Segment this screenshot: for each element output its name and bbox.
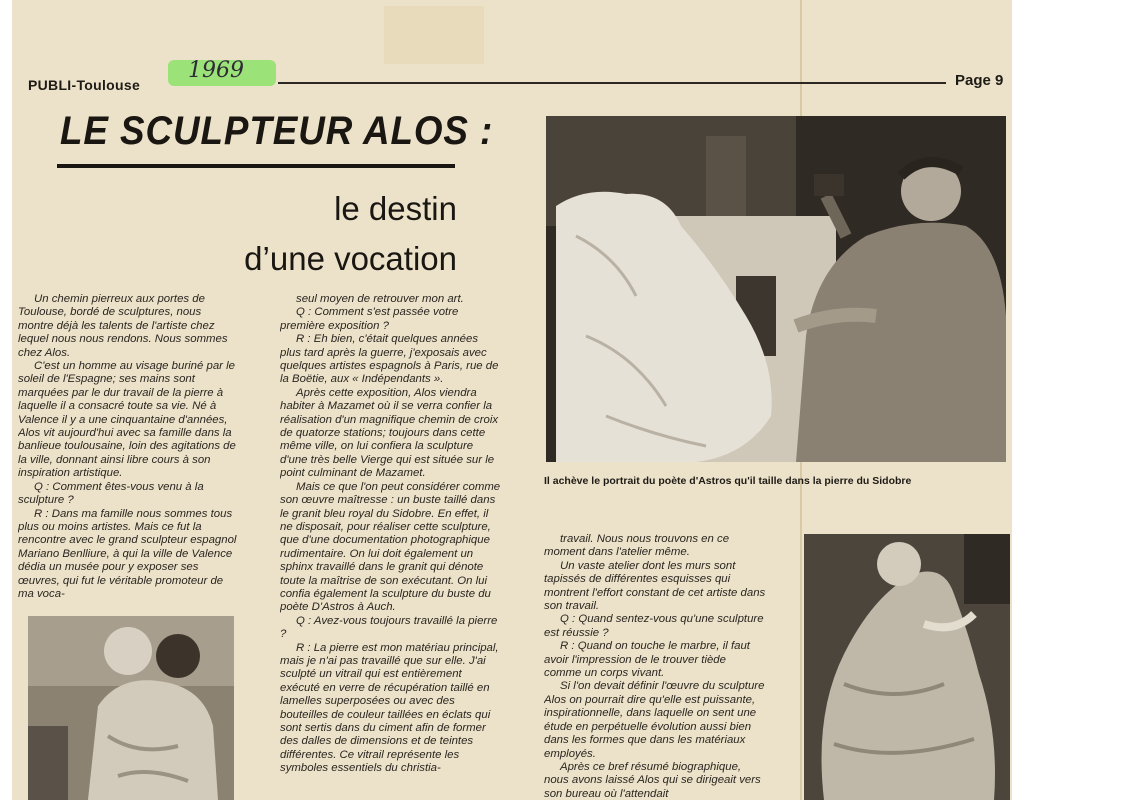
title-underline — [57, 164, 455, 168]
article-column-2 — [280, 293, 502, 800]
paragraph: travail. Nous nous trouvons en ce moment dans l'atelier même. — [544, 533, 730, 559]
paragraph: Q : Avez-vous toujours travaillé la pierre ? — [280, 614, 498, 641]
sculptor-photo — [546, 116, 1006, 462]
paragraph: Un vaste atelier dont les murs sont tapissés de différentes esquisses qui montrent l'effort constant de cet artiste dans son travail. — [544, 559, 766, 613]
paragraph: Après cette exposition, Alos viendra habiter à Mazamet où il se verra confier la réalisation d'un magnifique chemin de croix de quatorze stations; toujours dans cette même ville, on lui confiera la sculpture d'une très belle Vierge qui est située sur le point culminant de Mazamet. — [280, 386, 499, 480]
photo-caption: Il achève le portrait du poète d'Astros qu'il taille dans la pierre du Sidobre — [544, 475, 912, 487]
page-number: Page 9 — [955, 72, 1004, 89]
subtitle-line-1: le destin — [334, 190, 457, 227]
header-rule — [278, 82, 946, 84]
article-column-1 — [18, 293, 238, 598]
paragraph: R : Dans ma famille nous sommes tous plus ou moins artistes. Mais ce fut la rencontre avec le grand sculpteur espagnol Mariano Benlliure, à qui la ville de Valence dédia un musée pour y exposer ses œuvres, qui fut le véritable promoteur de ma voca- — [18, 507, 237, 598]
paragraph: R : Quand on touche le marbre, il faut avoir l'impression de le trouver tiède comme un corps vivant. — [544, 640, 750, 680]
paragraph: Un chemin pierreux aux portes de Toulouse, bordé de sculptures, nous montre déjà les talents de l'artiste chez lequel nous nous rendons. Nous sommes chez Alos. — [18, 293, 228, 359]
paragraph: Q : Comment s'est passée votre première exposition ? — [280, 306, 459, 332]
paragraph: Q : Comment êtes-vous venu à la sculpture ? — [18, 480, 204, 507]
sculpture-photo-left-image — [28, 616, 234, 800]
sculpture-photo-right-image — [804, 534, 1010, 800]
paragraph: R : Eh bien, c'était quelques années plus tard après la guerre, j'exposais avec quelques artistes espagnols à Paris, rue de la Boëtie, aux « Indépendants ». — [280, 333, 499, 386]
paragraph: Mais ce que l'on peut considérer comme son œuvre maîtresse : un buste taillé dans le granit bleu royal du Sidobre. En effet, il ne disposait, pour réaliser cette sculpture, que d'une documentation photographique rudimentaire. On lui doit également un sphinx travaillé dans le granit qui dénote toute la maîtrise de son exécutant. On lui confia également la sculpture du buste du poète D'Astros à Auch. — [280, 480, 501, 614]
paragraph: seul moyen de retrouver mon art. — [296, 293, 464, 305]
tape-mark — [384, 6, 484, 64]
sculpture-photo-right — [804, 534, 1010, 800]
paragraph: R : La pierre est mon matériau principal, mais je n'ai pas travaillé que sur elle. J'ai sculpté un vitrail qui est entièrement exécuté en verre de récupération taillé en lamelles superposées ou avec des bouteilles de couleur taillées en éclats qui sont sertis dans du ciment afin de former des dalles de dimensions et de teintes différentes. Ce vitrail représente les symboles essentiels du christia- — [280, 641, 499, 775]
article-column-3 — [544, 533, 766, 800]
handwritten-year: 1969 — [188, 58, 244, 83]
subtitle-line-2: d’une vocation — [244, 240, 457, 277]
publication-name: PUBLI-Toulouse — [28, 77, 141, 93]
paragraph: Q : Quand sentez-vous qu'une sculpture est réussie ? — [544, 613, 764, 639]
paragraph: C'est un homme au visage buriné par le soleil de l'Espagne; ses mains sont marquées par le dur travail de la pierre à laquelle il a consacré toute sa vie. Né à Valence il y a une cinquantaine d'années, Alos vit aujourd'hui avec sa famille dans la banlieue toulousaine, loin des agitations de la ville, donnant ainsi libre cours à son inspiration artistique. — [18, 360, 236, 480]
paragraph: Après ce bref résumé biographique, nous avons laissé Alos qui se dirigeait vers son bureau où l'attendait — [544, 760, 761, 800]
sculpture-photo-left — [28, 616, 234, 800]
sculptor-photo-image — [546, 116, 1006, 462]
paragraph: Si l'on devait définir l'œuvre du sculpture Alos on pourrait dire qu'elle est puissante, inspirationnelle, dans laquelle on sent une étude en perpétuelle évolution aussi bien dans les formes que dans les matériaux employés. — [544, 680, 765, 760]
article-title: LE SCULPTEUR ALOS : — [60, 109, 494, 153]
